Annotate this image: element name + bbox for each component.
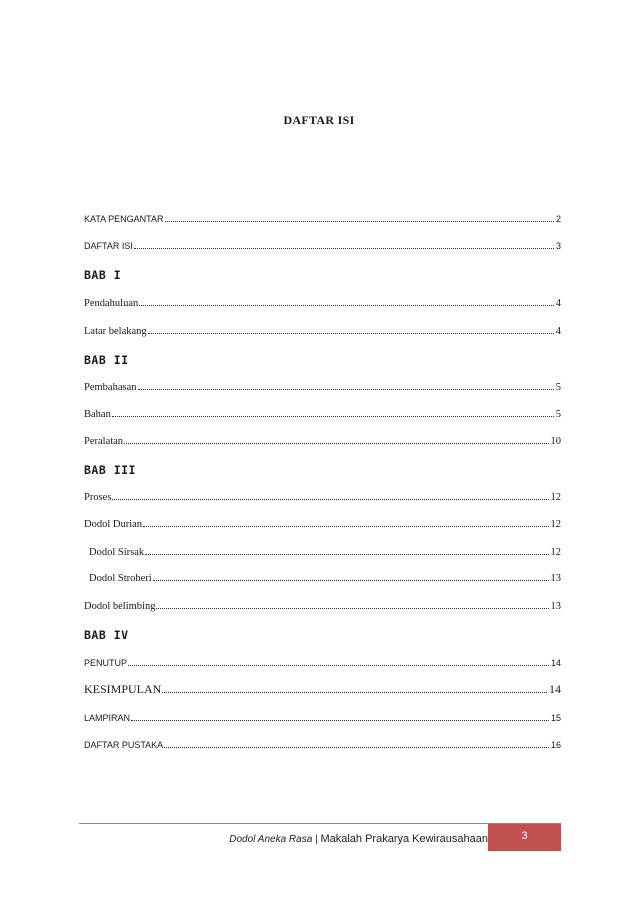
toc-label: Dodol belimbing <box>84 601 156 612</box>
toc-label: Proses <box>84 492 112 503</box>
toc-leader <box>162 683 547 693</box>
page-number: 3 <box>521 830 528 842</box>
toc-page: 14 <box>549 682 561 696</box>
toc-page: 13 <box>550 573 561 584</box>
toc-entry[interactable] <box>84 324 561 338</box>
toc-page: 16 <box>550 740 561 750</box>
toc-leader <box>164 738 549 748</box>
chapter-heading: BAB II <box>84 353 129 367</box>
toc-page: 14 <box>550 658 561 668</box>
toc-leader <box>145 545 548 555</box>
toc-page: 12 <box>550 492 561 503</box>
toc-entry[interactable] <box>84 490 561 504</box>
toc-leader <box>112 490 548 500</box>
toc-label: Dodol Stroberi <box>89 573 152 584</box>
toc-label: Dodol Durian <box>84 519 143 530</box>
toc-label: Bahan <box>84 409 111 420</box>
toc-leader <box>124 434 548 444</box>
chapter-heading: BAB III <box>84 463 136 477</box>
toc-page: 15 <box>550 713 561 723</box>
toc-page: 3 <box>555 241 561 251</box>
toc-label: Pembahasan <box>84 382 137 393</box>
toc-entry[interactable] <box>84 407 561 421</box>
toc-label: KESIMPULAN <box>84 682 162 696</box>
toc-leader <box>156 599 548 609</box>
toc-entry[interactable] <box>84 656 561 669</box>
toc-leader <box>131 711 549 721</box>
footer <box>0 828 488 851</box>
toc-leader <box>138 380 554 390</box>
toc-leader <box>143 517 548 527</box>
toc-entry[interactable] <box>84 599 561 613</box>
toc-entry[interactable] <box>84 517 561 531</box>
toc-leader <box>148 324 554 334</box>
toc-entry[interactable] <box>84 434 561 448</box>
chapter-heading: BAB IV <box>84 628 129 642</box>
footer-doc-title: Dodol Aneka Rasa <box>229 834 313 845</box>
toc-leader <box>139 296 554 306</box>
toc-entry[interactable] <box>84 571 561 585</box>
toc-entry[interactable] <box>84 212 561 225</box>
toc-label: Latar belakang <box>84 326 147 337</box>
toc-label: DAFTAR ISI <box>84 241 133 251</box>
toc-page: 5 <box>555 382 561 393</box>
toc-page: 13 <box>550 601 561 612</box>
toc-label: PENUTUP <box>84 658 128 668</box>
toc-page: 12 <box>550 519 561 530</box>
toc-label: Dodol Sirsak <box>89 547 145 558</box>
footer-subtitle: Makalah Prakarya Kewirausahaan <box>320 833 488 845</box>
toc-page: 10 <box>550 436 561 447</box>
footer-separator: | <box>315 834 318 845</box>
toc-leader <box>134 239 554 249</box>
toc-label: Peralatan <box>84 436 124 447</box>
toc-entry[interactable] <box>84 683 561 695</box>
toc-leader <box>112 407 554 417</box>
toc-entry[interactable] <box>84 239 561 252</box>
toc-label: LAMPIRAN <box>84 713 131 723</box>
toc-leader <box>165 212 554 222</box>
toc-entry[interactable] <box>84 380 561 394</box>
toc-page: 2 <box>555 214 561 224</box>
page-title: DAFTAR ISI <box>283 113 355 127</box>
toc-entry[interactable] <box>84 545 561 559</box>
toc-page: 4 <box>555 326 561 337</box>
toc-entry[interactable] <box>84 711 561 724</box>
toc-leader <box>128 656 549 666</box>
toc-leader <box>153 571 549 581</box>
toc-page: 12 <box>550 547 561 558</box>
toc-page: 5 <box>555 409 561 420</box>
toc-label: Pendahuluan <box>84 298 139 309</box>
page-number-badge <box>488 824 561 851</box>
chapter-heading: BAB I <box>84 268 122 282</box>
toc-entry[interactable] <box>84 738 561 751</box>
toc-entry[interactable] <box>84 296 561 310</box>
toc-page: 4 <box>555 298 561 309</box>
toc-label: KATA PENGANTAR <box>84 214 164 224</box>
toc-label: DAFTAR PUSTAKA <box>84 740 164 750</box>
